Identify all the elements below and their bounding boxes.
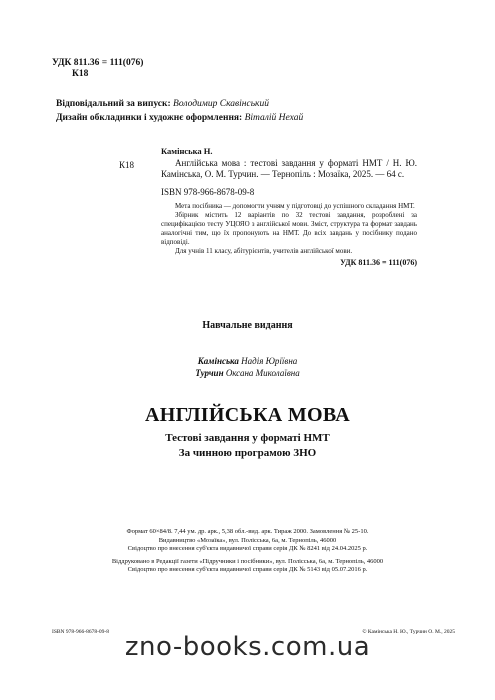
imprint-certificate-2: Свідоцтво про внесення суб'єкта видавничої справи серія ДК № 5143 від 05.07.2016 р. <box>127 566 368 573</box>
footer-copyright: © Камінська Н. Ю., Турчин О. М., 2025 <box>362 629 455 635</box>
credits <box>56 97 303 125</box>
design-line <box>56 111 303 125</box>
authors <box>0 355 495 379</box>
footer-isbn: ISBN 978-966-8678-09-8 <box>52 629 109 635</box>
biblio-annotation-3: Для учнів 11 класу, абітурієнтів, учителів англійської мови. <box>175 247 353 255</box>
udk-code: УДК 811.36 = 111(076) <box>52 58 144 68</box>
k18-code: К18 <box>72 69 89 79</box>
udk-header <box>52 58 143 80</box>
book-subtitle <box>0 431 495 461</box>
imprint-certificate-1: Свідоцтво про внесення суб'єкта видавничої справи серія ДК № 8241 від 24.04.2025 р. <box>127 545 368 552</box>
imprint <box>0 528 495 575</box>
biblio-annotation-1: Мета посібника — допомогти учням у підготовці до успішного складання НМТ. <box>175 202 415 210</box>
subtitle-line-2: За чинною програмою ЗНО <box>178 447 317 459</box>
author-1-surname: Камінська <box>197 356 239 366</box>
biblio-annotation-2: Збірник містить 12 варіантів по 32 тестові завдання, розроблені за специфікацією тесту УЦОЯО з англійської мови. Зміст, структура та формат завдань аналогічні тим, що їх пропонують на НМТ. До всіх завдань у посібнику подано відповіді. <box>161 211 417 246</box>
book-title: АНГЛІЙСЬКА МОВА <box>144 404 351 426</box>
author-1-name: Надія Юріївна <box>241 356 298 366</box>
biblio-author: Камінська Н. <box>161 146 213 156</box>
author-2-surname: Турчин <box>195 368 224 378</box>
design-label: Дизайн обкладинки і художнє оформлення: <box>56 113 243 123</box>
biblio-isbn: ISBN 978-966-8678-09-8 <box>161 186 255 197</box>
genre-label: Навчальне видання <box>202 320 293 331</box>
k18-left: К18 <box>119 160 135 170</box>
imprint-printer: Віддруковано в Редакції газети «Підручники і посібники», вул. Полісська, 6а, м. Тернопіль, 46000 <box>111 557 384 565</box>
biblio-udk: УДК 811.36 = 111(076) <box>340 258 417 267</box>
bibliographic-record <box>161 146 417 269</box>
imprint-publisher: Видавництво «Мозаїка», вул. Полісська, 6а, м. Тернопіль, 46000 <box>158 536 337 544</box>
author-2-name: Оксана Миколаївна <box>225 368 300 378</box>
watermark: zno-books.com.ua <box>124 632 371 662</box>
subtitle-line-1: Тестові завдання у форматі НМТ <box>165 432 330 444</box>
imprint-format: Формат 60×84/8. 7,44 ум. др. арк., 5,38 обл.-вид. арк. Тираж 2000. Замовлення № 25-10. <box>126 528 369 535</box>
author-1 <box>0 355 495 367</box>
author-2 <box>0 367 495 379</box>
design-name: Віталій Нехай <box>244 113 304 123</box>
responsible-line <box>56 97 303 111</box>
responsible-name: Володимир Скавінський <box>173 99 269 109</box>
biblio-main: Англійська мова : тестові завдання у форматі НМТ / Н. Ю. Камінська, О. М. Турчин. — Тернопіль : Мозаїка, 2025. — 64 с. <box>161 157 417 179</box>
responsible-label: Відповідальний за випуск: <box>56 99 171 109</box>
